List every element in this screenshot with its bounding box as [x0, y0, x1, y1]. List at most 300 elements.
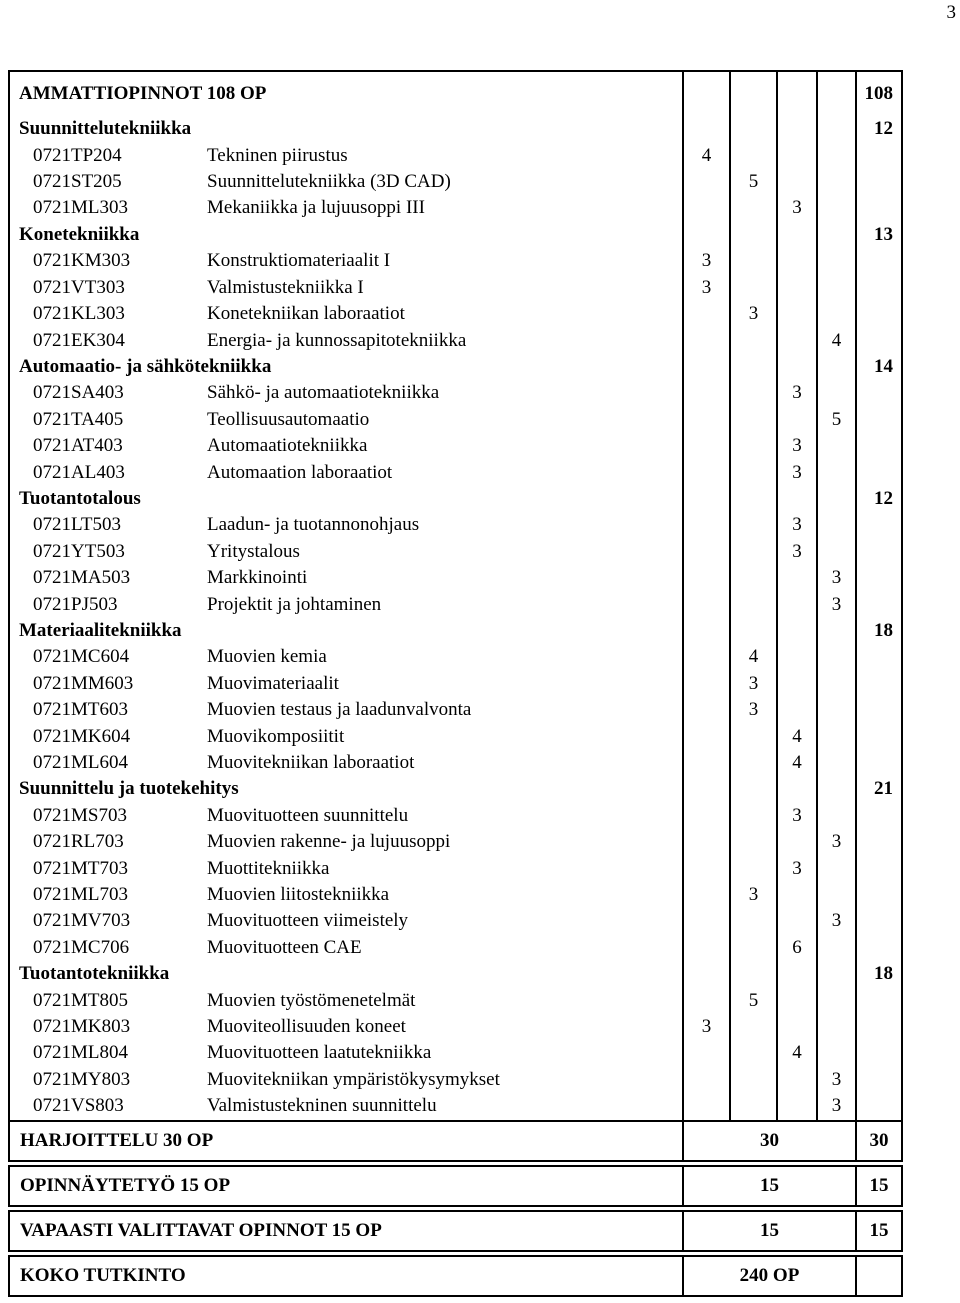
empty-cell: [856, 459, 902, 485]
empty-cell: [856, 195, 902, 221]
course-name: Muovitekniikan ympäristökysymykset: [207, 1068, 500, 1090]
empty-cell: [683, 169, 730, 195]
empty-cell: [817, 301, 856, 327]
empty-cell: [817, 380, 856, 406]
section-title: Automaatio- ja sähkötekniikka: [9, 354, 683, 380]
course-cell: [9, 169, 683, 195]
empty-cell: [777, 1093, 817, 1121]
empty-cell: [730, 248, 777, 274]
empty-cell: [856, 724, 902, 750]
empty-cell: [730, 459, 777, 485]
section-total: 18: [856, 961, 902, 987]
empty-cell: [683, 459, 730, 485]
course-credits: 6: [777, 935, 817, 961]
course-name: Sähkö- ja automaatiotekniikka: [207, 382, 440, 404]
course-cell: [9, 275, 683, 301]
course-name: Valmistustekniikka I: [207, 276, 364, 298]
course-code: 0721AL403: [33, 461, 125, 483]
course-credits: 3: [817, 1067, 856, 1093]
empty-cell: [683, 433, 730, 459]
summary-label: KOKO TUTKINTO: [9, 1256, 683, 1296]
course-row: [9, 248, 902, 274]
empty-cell: [730, 195, 777, 221]
summary-total: [856, 1256, 902, 1296]
course-credits: 3: [777, 195, 817, 221]
course-credits: 3: [817, 565, 856, 591]
empty-cell: [683, 961, 730, 987]
course-code: 0721PJ503: [33, 593, 118, 615]
empty-cell: [730, 116, 777, 142]
course-row: [9, 697, 902, 723]
course-credits: 3: [730, 882, 777, 908]
course-cell: [9, 143, 683, 169]
course-row: [9, 1093, 902, 1121]
course-credits: 3: [777, 380, 817, 406]
empty-cell: [817, 644, 856, 670]
course-name: Muoviteollisuuden koneet: [207, 1016, 406, 1038]
course-code: 0721MC706: [33, 936, 130, 958]
empty-cell: [730, 1014, 777, 1040]
course-cell: [9, 908, 683, 934]
course-credits: 4: [683, 143, 730, 169]
course-cell: [9, 195, 683, 221]
empty-cell: [856, 935, 902, 961]
empty-cell: [730, 565, 777, 591]
empty-cell: [817, 750, 856, 776]
section-row: [9, 222, 902, 248]
empty-cell: [683, 829, 730, 855]
empty-cell: [856, 169, 902, 195]
empty-cell: [777, 644, 817, 670]
empty-cell: [817, 856, 856, 882]
empty-cell: [730, 592, 777, 618]
course-cell: [9, 1067, 683, 1093]
empty-cell: [683, 1093, 730, 1121]
empty-cell: [730, 829, 777, 855]
empty-cell: [777, 486, 817, 512]
empty-cell: [777, 1067, 817, 1093]
section-title: Materiaalitekniikka: [9, 618, 683, 644]
course-cell: [9, 988, 683, 1014]
course-cell: [9, 407, 683, 433]
empty-cell: [817, 618, 856, 644]
empty-cell: [730, 750, 777, 776]
course-row: [9, 407, 902, 433]
course-row: [9, 935, 902, 961]
empty-cell: [730, 1093, 777, 1121]
course-row: [9, 671, 902, 697]
course-row: [9, 988, 902, 1014]
course-row: [9, 565, 902, 591]
empty-cell: [730, 1067, 777, 1093]
course-code: 0721MK604: [33, 725, 131, 747]
course-credits: 3: [683, 1014, 730, 1040]
empty-cell: [856, 143, 902, 169]
empty-cell: [856, 1040, 902, 1066]
empty-cell: [856, 882, 902, 908]
section-row: [9, 961, 902, 987]
course-credits: 3: [777, 512, 817, 538]
empty-cell: [777, 301, 817, 327]
empty-cell: [817, 354, 856, 380]
course-credits: 5: [730, 169, 777, 195]
course-name: Konetekniikan laboraatiot: [207, 303, 405, 325]
course-name: Mekaniikka ja lujuusoppi III: [207, 197, 425, 219]
empty-cell: [777, 143, 817, 169]
empty-cell: [777, 671, 817, 697]
empty-cell: [817, 1014, 856, 1040]
course-name: Muovikomposiitit: [207, 725, 345, 747]
empty-cell: [856, 565, 902, 591]
section-total: 12: [856, 116, 902, 142]
empty-cell: [730, 327, 777, 353]
empty-cell: [730, 803, 777, 829]
course-row: [9, 908, 902, 934]
course-row: [9, 1014, 902, 1040]
course-cell: [9, 803, 683, 829]
course-code: 0721MS703: [33, 804, 127, 826]
course-cell: [9, 671, 683, 697]
empty-cell: [817, 961, 856, 987]
empty-cell: [817, 512, 856, 538]
course-name: Yritystalous: [207, 540, 300, 562]
empty-cell: [856, 829, 902, 855]
empty-cell: [777, 697, 817, 723]
section-title: Tuotantotalous: [9, 486, 683, 512]
empty-cell: [777, 407, 817, 433]
empty-cell: [683, 935, 730, 961]
course-cell: [9, 380, 683, 406]
empty-cell: [856, 644, 902, 670]
empty-cell: [683, 856, 730, 882]
empty-cell: [856, 803, 902, 829]
section-total: 13: [856, 222, 902, 248]
course-row: [9, 512, 902, 538]
course-credits: 4: [777, 1040, 817, 1066]
summary-row: [9, 1211, 902, 1251]
empty-cell: [817, 433, 856, 459]
empty-cell: [683, 512, 730, 538]
course-code: 0721YT503: [33, 540, 125, 562]
empty-cell: [817, 697, 856, 723]
empty-cell: [730, 275, 777, 301]
empty-cell: [683, 618, 730, 644]
empty-cell: [856, 908, 902, 934]
empty-cell: [730, 724, 777, 750]
empty-cell: [777, 71, 817, 116]
course-credits: 4: [817, 327, 856, 353]
empty-cell: [777, 1014, 817, 1040]
section-title: Tuotantotekniikka: [9, 961, 683, 987]
course-name: Muottitekniikka: [207, 857, 330, 879]
empty-cell: [730, 407, 777, 433]
empty-cell: [777, 248, 817, 274]
empty-cell: [856, 275, 902, 301]
course-row: [9, 169, 902, 195]
course-name: Konstruktiomateriaalit I: [207, 250, 391, 272]
course-cell: [9, 248, 683, 274]
course-code: 0721MT805: [33, 989, 128, 1011]
empty-cell: [730, 433, 777, 459]
course-row: [9, 459, 902, 485]
empty-cell: [777, 565, 817, 591]
course-credits: 3: [683, 248, 730, 274]
course-code: 0721TP204: [33, 144, 122, 166]
course-credits: 4: [777, 750, 817, 776]
course-cell: [9, 539, 683, 565]
course-cell: [9, 882, 683, 908]
course-name: Projektit ja johtaminen: [207, 593, 382, 615]
course-name: Automaation laboraatiot: [207, 461, 393, 483]
empty-cell: [777, 592, 817, 618]
empty-cell: [683, 776, 730, 802]
empty-cell: [683, 565, 730, 591]
course-credits: 3: [777, 856, 817, 882]
empty-cell: [817, 486, 856, 512]
summary-mid: 15: [683, 1166, 856, 1206]
course-code: 0721MA503: [33, 567, 131, 589]
empty-cell: [856, 988, 902, 1014]
course-credits: 3: [817, 829, 856, 855]
summary-box: [8, 1120, 903, 1162]
course-row: [9, 803, 902, 829]
empty-cell: [777, 327, 817, 353]
empty-cell: [683, 222, 730, 248]
course-row: [9, 750, 902, 776]
section-total: 12: [856, 486, 902, 512]
section-title: Suunnittelutekniikka: [9, 116, 683, 142]
empty-cell: [856, 327, 902, 353]
course-credits: 4: [777, 724, 817, 750]
empty-cell: [817, 71, 856, 116]
empty-cell: [683, 803, 730, 829]
empty-cell: [856, 856, 902, 882]
section-total: 18: [856, 618, 902, 644]
summary-row: [9, 1121, 902, 1161]
empty-cell: [856, 592, 902, 618]
course-name: Muovitekniikan laboraatiot: [207, 752, 415, 773]
course-code: 0721KM303: [33, 250, 131, 272]
empty-cell: [817, 116, 856, 142]
course-code: 0721VS803: [33, 1095, 124, 1117]
empty-cell: [777, 829, 817, 855]
empty-cell: [683, 195, 730, 221]
empty-cell: [683, 407, 730, 433]
header-row: [9, 71, 902, 116]
course-code: 0721ML303: [33, 197, 128, 219]
empty-cell: [683, 1040, 730, 1066]
empty-cell: [730, 354, 777, 380]
empty-cell: [777, 116, 817, 142]
course-row: [9, 195, 902, 221]
course-cell: [9, 724, 683, 750]
course-code: 0721VT303: [33, 276, 125, 298]
course-credits: 3: [730, 697, 777, 723]
empty-cell: [730, 539, 777, 565]
empty-cell: [777, 354, 817, 380]
empty-cell: [817, 724, 856, 750]
course-cell: [9, 1093, 683, 1121]
course-code: 0721TA405: [33, 408, 124, 430]
course-row: [9, 539, 902, 565]
empty-cell: [683, 750, 730, 776]
course-credits: 3: [817, 1093, 856, 1121]
course-code: 0721ML604: [33, 752, 128, 773]
empty-cell: [856, 1014, 902, 1040]
empty-cell: [683, 908, 730, 934]
course-code: 0721EK304: [33, 329, 125, 351]
section-row: [9, 486, 902, 512]
empty-cell: [777, 961, 817, 987]
empty-cell: [777, 222, 817, 248]
course-code: 0721ML804: [33, 1042, 128, 1064]
empty-cell: [777, 908, 817, 934]
course-code: 0721MM603: [33, 672, 134, 694]
empty-cell: [817, 935, 856, 961]
course-code: 0721MT703: [33, 857, 128, 879]
course-name: Muovituotteen viimeistely: [207, 910, 409, 932]
course-row: [9, 275, 902, 301]
course-name: Muovituotteen laatutekniikka: [207, 1042, 432, 1064]
course-code: 0721AT403: [33, 435, 123, 457]
empty-cell: [856, 671, 902, 697]
course-row: [9, 644, 902, 670]
empty-cell: [817, 882, 856, 908]
empty-cell: [683, 1067, 730, 1093]
course-credits: 5: [730, 988, 777, 1014]
empty-cell: [730, 776, 777, 802]
course-name: Muovimateriaalit: [207, 672, 339, 694]
course-cell: [9, 512, 683, 538]
course-cell: [9, 433, 683, 459]
empty-cell: [683, 71, 730, 116]
empty-cell: [683, 592, 730, 618]
course-row: [9, 143, 902, 169]
course-name: Muovien liitostekniikka: [207, 884, 390, 906]
course-code: 0721MY803: [33, 1068, 131, 1090]
empty-cell: [683, 301, 730, 327]
page-number: 3: [946, 2, 956, 23]
header-title: AMMATTIOPINNOT 108 OP: [9, 71, 683, 116]
summary-mid: 15: [683, 1211, 856, 1251]
empty-cell: [777, 618, 817, 644]
summary-mid: 240 OP: [683, 1256, 856, 1296]
empty-cell: [856, 433, 902, 459]
course-row: [9, 724, 902, 750]
course-credits: 3: [683, 275, 730, 301]
course-row: [9, 829, 902, 855]
summary-mid: 30: [683, 1121, 856, 1161]
course-code: 0721ST205: [33, 171, 122, 193]
course-credits: 3: [817, 908, 856, 934]
summary-box: [8, 1255, 903, 1297]
empty-cell: [856, 750, 902, 776]
empty-cell: [730, 380, 777, 406]
course-code: 0721MC604: [33, 646, 130, 668]
empty-cell: [730, 143, 777, 169]
empty-cell: [730, 222, 777, 248]
course-name: Laadun- ja tuotannonohjaus: [207, 514, 420, 536]
summary-label: OPINNÄYTETYÖ 15 OP: [9, 1166, 683, 1206]
empty-cell: [730, 1040, 777, 1066]
course-name: Valmistustekninen suunnittelu: [207, 1095, 437, 1117]
course-code: 0721RL703: [33, 831, 124, 853]
empty-cell: [817, 248, 856, 274]
empty-cell: [730, 908, 777, 934]
course-name: Markkinointi: [207, 567, 308, 589]
empty-cell: [856, 1067, 902, 1093]
empty-cell: [683, 697, 730, 723]
empty-cell: [683, 644, 730, 670]
empty-cell: [683, 327, 730, 353]
curriculum-table: [8, 70, 903, 1122]
course-code: 0721KL303: [33, 303, 125, 325]
empty-cell: [777, 882, 817, 908]
course-credits: 3: [730, 301, 777, 327]
course-credits: 3: [817, 592, 856, 618]
summary-label: VAPAASTI VALITTAVAT OPINNOT 15 OP: [9, 1211, 683, 1251]
section-title: Konetekniikka: [9, 222, 683, 248]
course-row: [9, 882, 902, 908]
course-row: [9, 380, 902, 406]
course-credits: 3: [777, 539, 817, 565]
empty-cell: [856, 697, 902, 723]
course-cell: [9, 856, 683, 882]
empty-cell: [817, 539, 856, 565]
course-row: [9, 433, 902, 459]
section-total: 21: [856, 776, 902, 802]
course-row: [9, 1040, 902, 1066]
empty-cell: [683, 882, 730, 908]
empty-cell: [817, 671, 856, 697]
empty-cell: [683, 671, 730, 697]
header-total: 108: [856, 71, 902, 116]
summary-row: [9, 1166, 902, 1206]
summary-box: [8, 1210, 903, 1252]
course-credits: 3: [777, 459, 817, 485]
empty-cell: [817, 275, 856, 301]
course-cell: [9, 697, 683, 723]
section-title: Suunnittelu ja tuotekehitys: [9, 776, 683, 802]
course-cell: [9, 459, 683, 485]
course-code: 0721MV703: [33, 910, 131, 932]
course-cell: [9, 1040, 683, 1066]
empty-cell: [683, 988, 730, 1014]
empty-cell: [817, 988, 856, 1014]
course-cell: [9, 592, 683, 618]
course-row: [9, 1067, 902, 1093]
section-total: 14: [856, 354, 902, 380]
course-name: Muovien kemia: [207, 646, 327, 668]
empty-cell: [683, 380, 730, 406]
empty-cell: [683, 724, 730, 750]
course-row: [9, 856, 902, 882]
empty-cell: [856, 1093, 902, 1121]
course-name: Energia- ja kunnossapitotekniikka: [207, 329, 467, 351]
course-name: Muovien työstömenetelmät: [207, 989, 416, 1011]
summary-total: 30: [856, 1121, 902, 1161]
course-row: [9, 301, 902, 327]
empty-cell: [777, 988, 817, 1014]
empty-cell: [856, 301, 902, 327]
empty-cell: [817, 195, 856, 221]
summary-row: [9, 1256, 902, 1296]
course-credits: 3: [777, 433, 817, 459]
empty-cell: [730, 512, 777, 538]
empty-cell: [817, 776, 856, 802]
empty-cell: [817, 143, 856, 169]
empty-cell: [777, 169, 817, 195]
